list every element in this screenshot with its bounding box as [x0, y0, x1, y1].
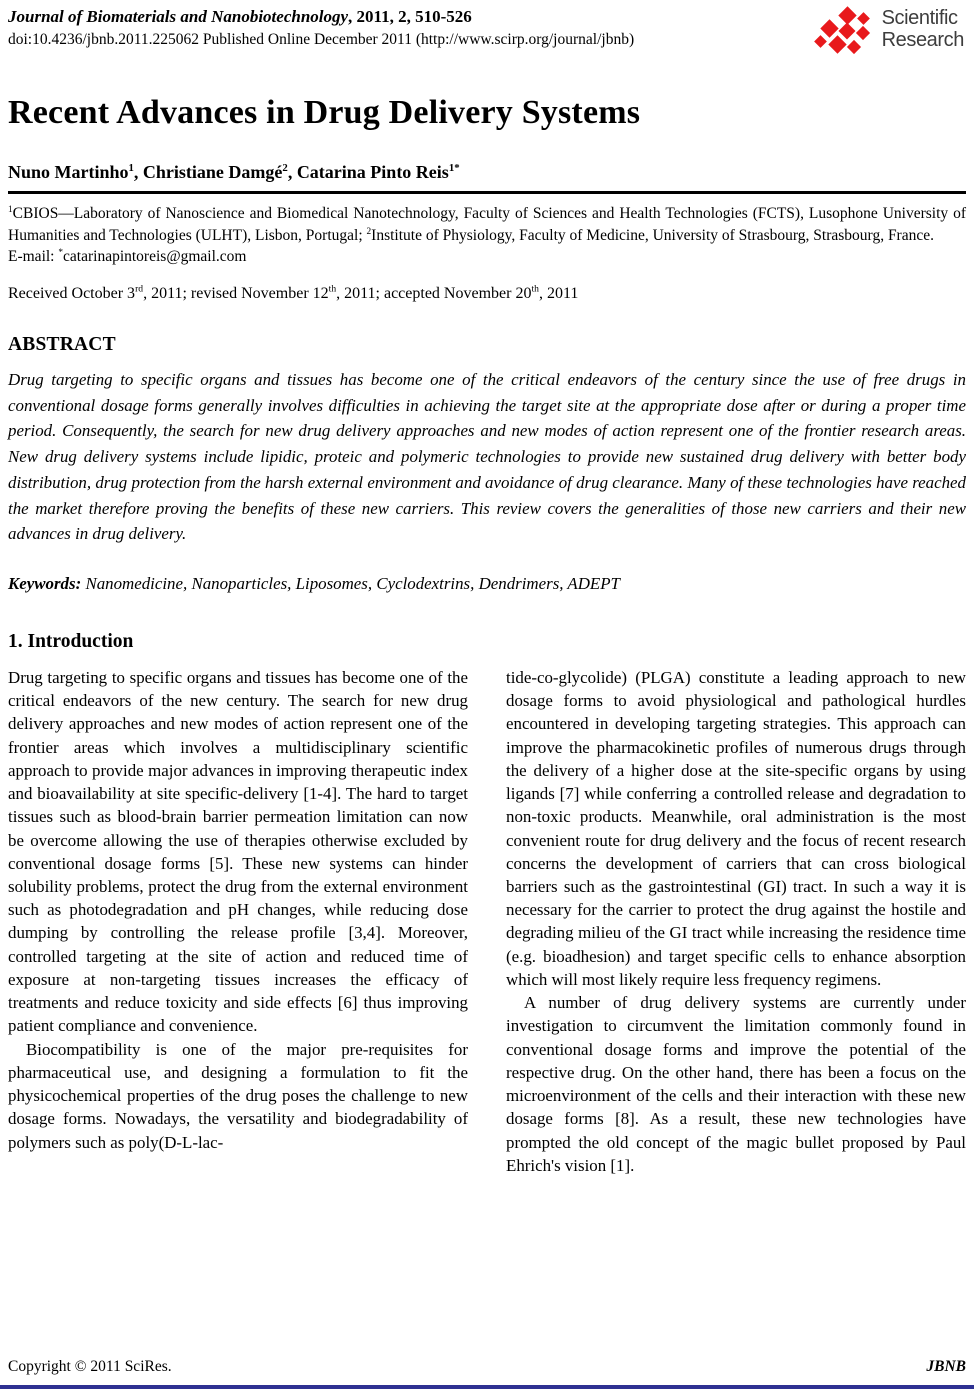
- received-line: [8, 285, 966, 303]
- left-column: [8, 666, 468, 1177]
- horizontal-rule: [8, 191, 966, 194]
- abstract-text: Drug targeting to specific organs and tissues has become one of the critical endeavors of the century since the use of free drugs in conventional dosage forms generally involves difficulties in achieving the target site at the appropriate dose after or during a proper time period. Consequently, the search for new drug delivery approaches and new modes of action represent one of the frontier research areas. New drug delivery systems include lipidic, proteic and polymeric technologies to provide new sustained drug delivery with better body distribution, drug protection from the harsh external environment and avoidance of drug clearance. Many of these technologies have reached the market therefore proving the benefits of these new carriers. This review covers the generalities of those new carriers and their new advances in drug delivery.: [8, 370, 966, 544]
- affiliation-block: [8, 203, 966, 268]
- email-asterisk: *: [58, 248, 64, 259]
- keywords-list: Nanomedicine, Nanoparticles, Liposomes, Cyclodextrins, Dendrimers, ADEPT: [85, 573, 620, 593]
- journal-header-block: [8, 7, 634, 49]
- page-footer: [8, 1358, 966, 1376]
- keywords-label: Keywords: [8, 573, 76, 593]
- logo-text-line1: Scientific: [881, 7, 958, 29]
- received-text: , 2011: [538, 285, 579, 303]
- doi-line: doi:10.4236/jbnb.2011.225062 Published Online December 2011 (http://www.scirp.org/journal/jbnb): [8, 31, 635, 48]
- footer-copyright: Copyright © 2011 SciRes.: [8, 1358, 172, 1375]
- bottom-border-bar: [0, 1385, 974, 1389]
- email-label: E-mail:: [8, 248, 59, 266]
- body-paragraph: A number of drug delivery systems are currently under investigation to circumvent the limitation commonly found in conventional dosage forms and improve the potential of the respective drug. On the other hand, there has been a focus on the microenvironment of the cells and their interaction with these new dosage forms [8]. As a result, these new technologies have prompted the old concept of the magic bullet proposed by Paul Ehrich's vision [1].: [506, 993, 966, 1175]
- affiliation-text: Institute of Physiology, Faculty of Medicine, University of Strasbourg, Strasbourg, France.: [371, 226, 934, 244]
- keywords-colon: :: [75, 573, 86, 593]
- affiliation-marker: 1: [8, 204, 13, 215]
- author-affiliation-marker: 2: [282, 162, 288, 174]
- received-text: , 2011; revised November 12: [143, 285, 329, 303]
- received-text: , 2011; accepted November 20: [336, 285, 532, 303]
- page-header: [8, 7, 966, 58]
- author-affiliation-marker: 1*: [448, 162, 460, 174]
- ordinal-superscript: th: [328, 283, 337, 295]
- author-separator: ,: [287, 162, 297, 182]
- abstract-heading: ABSTRACT: [8, 334, 116, 356]
- section-heading-introduction: 1. Introduction: [8, 630, 134, 652]
- authors-line: [8, 162, 966, 183]
- ordinal-superscript: th: [531, 283, 539, 295]
- scirp-diamonds-icon: [815, 8, 875, 58]
- affiliation-marker: 2: [366, 226, 372, 237]
- two-column-body: [8, 666, 966, 1177]
- keywords-line: [8, 574, 966, 594]
- journal-name: Journal of Biomaterials and Nanobiotechnology: [8, 7, 349, 26]
- body-paragraph: Drug targeting to specific organs and tissues has become one of the critical endeavors of the new century. The search for new drug delivery approaches and new modes of action represent one of the frontier areas which involves a multidisciplinary scientific approach to provide major advances in improving therapeutic index and bioavailability at site specific-delivery [1-4]. The hard to target tissues such as blood-brain barrier permeation limitation can now be overcome allowing the use of therapies otherwise excluded by conventional dosage forms [5]. These new systems can hinder solubility problems, protect the drug from the external environment such as photodegradation and pH changes, while reducing dose dumping by controlling the release profile [3,4]. Moreover, controlled targeting at the site of action and reduced time of exposure at non-targeting tissues increases the efficacy of treatments and reduce toxicity and side effects [6] thus improving patient compliance and convenience.: [8, 667, 468, 1036]
- author-name: Catarina Pinto Reis: [296, 162, 449, 182]
- email-line: [8, 246, 966, 268]
- body-paragraph: tide-co-glycolide) (PLGA) constitute a leading approach to new dosage forms to avoid physiological and pathological hurdles encountered in developing targeting strategies. This approach can improve the pharmacokinetic profiles of numerous drugs through the delivery of a higher dose at the site-specific organs by using ligands [7] while conferring a controlled release and degradation to non-toxic products. Meanwhile, oral administration is the most convenient route for drug delivery and the focus of recent research concerns the development of carriers that can cross biological barriers such as the gastrointestinal (GI) tract. In such a way it is necessary for the carrier to protect the drug against the hostile and degrading milieu of the GI tract while increasing the residence time (e.g. bioadhesion) and target specific cells to enhance absorption which will most likely require less frequency regimens.: [506, 667, 966, 989]
- body-paragraph: Biocompatibility is one of the major pre-requisites for pharmaceutical use, and designing a formulation to fit the physicochemical properties of the drug poses the challenge to new dosage forms. Nowadays, the versatility and biodegradability of polymers such as poly(D-L-lac-: [8, 1039, 468, 1152]
- journal-issue-info: , 2011, 2, 510-526: [348, 7, 472, 26]
- ordinal-superscript: rd: [135, 283, 144, 295]
- paper-title: Recent Advances in Drug Delivery Systems: [8, 94, 641, 131]
- affiliation-text: CBIOS—Laboratory of Nanoscience and Biomedical Nanotechnology, Faculty of Sciences and Health Technologies (FCTS), Lusophone University of Humanities and Technologies (ULHT), Lisbon, Portugal;: [8, 205, 966, 244]
- author-affiliation-marker: 1: [128, 162, 134, 174]
- scirp-logo-text: [882, 8, 964, 51]
- footer-journal-abbrev: JBNB: [926, 1358, 966, 1375]
- journal-title-line: [8, 7, 634, 27]
- author-name: Christiane Damgé: [142, 162, 283, 182]
- logo-text-line2: Research: [881, 28, 964, 51]
- received-text: Received October 3: [8, 285, 136, 303]
- email-address: catarinapintoreis@gmail.com: [63, 248, 247, 266]
- author-separator: ,: [133, 162, 143, 182]
- scirp-logo: [815, 8, 966, 58]
- author-name: Nuno Martinho: [8, 162, 129, 182]
- right-column: [506, 666, 966, 1177]
